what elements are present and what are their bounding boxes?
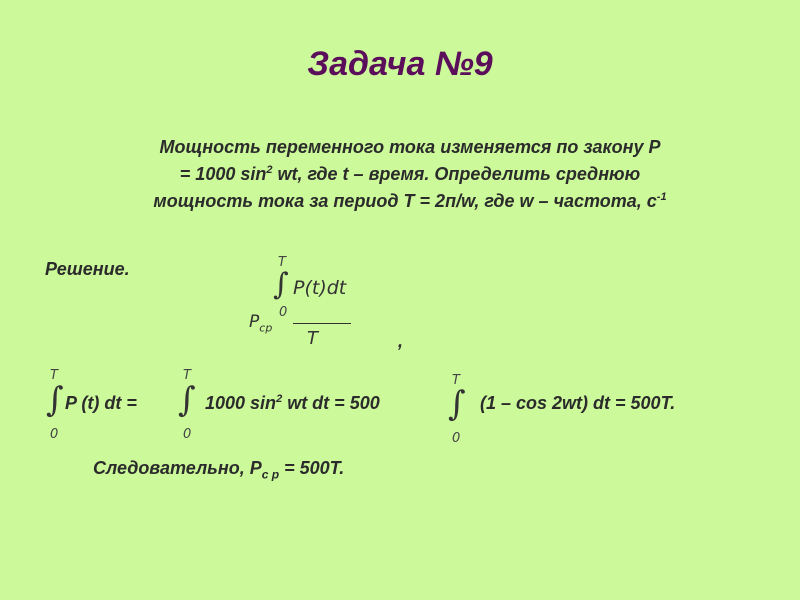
int1-upper-limit: T bbox=[50, 368, 58, 383]
problem-line-3 bbox=[60, 188, 760, 215]
problem-line-3-a: мощность тока за период T = 2п/w, где w – частота, с bbox=[153, 191, 657, 211]
eq-part-1: P (t) dt = bbox=[65, 393, 137, 413]
problem-line-2-b: wt, где t – время. Определить среднюю bbox=[272, 164, 641, 184]
conclusion-a: Следовательно, P bbox=[93, 458, 262, 478]
conclusion-sub: с р bbox=[261, 467, 280, 482]
int1-lower-limit: 0 bbox=[50, 427, 59, 442]
avg-trailing-comma: , bbox=[398, 331, 404, 351]
eq-part-2-sup: 2 bbox=[276, 393, 283, 405]
eq-part-2-b: wt dt = 500 bbox=[282, 393, 380, 413]
integral-sign-icon: ∫ bbox=[46, 380, 64, 420]
avg-lhs-sub: ср bbox=[259, 321, 273, 335]
slide-title: Задача №9 bbox=[307, 45, 493, 83]
avg-integrand: P(t)dt bbox=[293, 277, 347, 299]
problem-line-2-a: = 1000 sin bbox=[179, 164, 267, 184]
problem-line-2-sup: 2 bbox=[266, 164, 273, 176]
int2-upper-limit: T bbox=[183, 368, 191, 383]
average-power-formula bbox=[245, 255, 425, 355]
integral-equation bbox=[40, 365, 760, 455]
avg-lhs-letter: P bbox=[249, 312, 260, 332]
int2-lower-limit: 0 bbox=[183, 427, 192, 442]
integral-sign-icon: ∫ bbox=[178, 380, 196, 420]
eq-part-2-a: 1000 sin bbox=[205, 393, 277, 413]
avg-upper-limit: T bbox=[278, 255, 286, 270]
conclusion-b: = 500T. bbox=[279, 458, 345, 478]
int3-lower-limit: 0 bbox=[452, 431, 461, 446]
avg-lhs bbox=[249, 312, 273, 335]
integral-sign-icon: ∫ bbox=[448, 384, 466, 424]
eq-part-3: (1 – cos 2wt) dt = 500T. bbox=[480, 393, 676, 413]
problem-line-1: Мощность переменного тока изменяется по закону P bbox=[159, 137, 661, 157]
integral-sign-icon: ∫ bbox=[273, 267, 289, 302]
problem-line-3-sup: -1 bbox=[656, 191, 667, 203]
avg-lower-limit: 0 bbox=[279, 305, 288, 320]
conclusion bbox=[93, 458, 345, 482]
problem-statement bbox=[60, 134, 760, 215]
int3-upper-limit: T bbox=[452, 373, 460, 388]
solution-label: Решение. bbox=[45, 259, 130, 279]
problem-line-2 bbox=[60, 161, 760, 188]
fraction-bar bbox=[293, 323, 351, 324]
eq-part-2 bbox=[205, 393, 380, 414]
avg-denominator: T bbox=[307, 328, 318, 349]
